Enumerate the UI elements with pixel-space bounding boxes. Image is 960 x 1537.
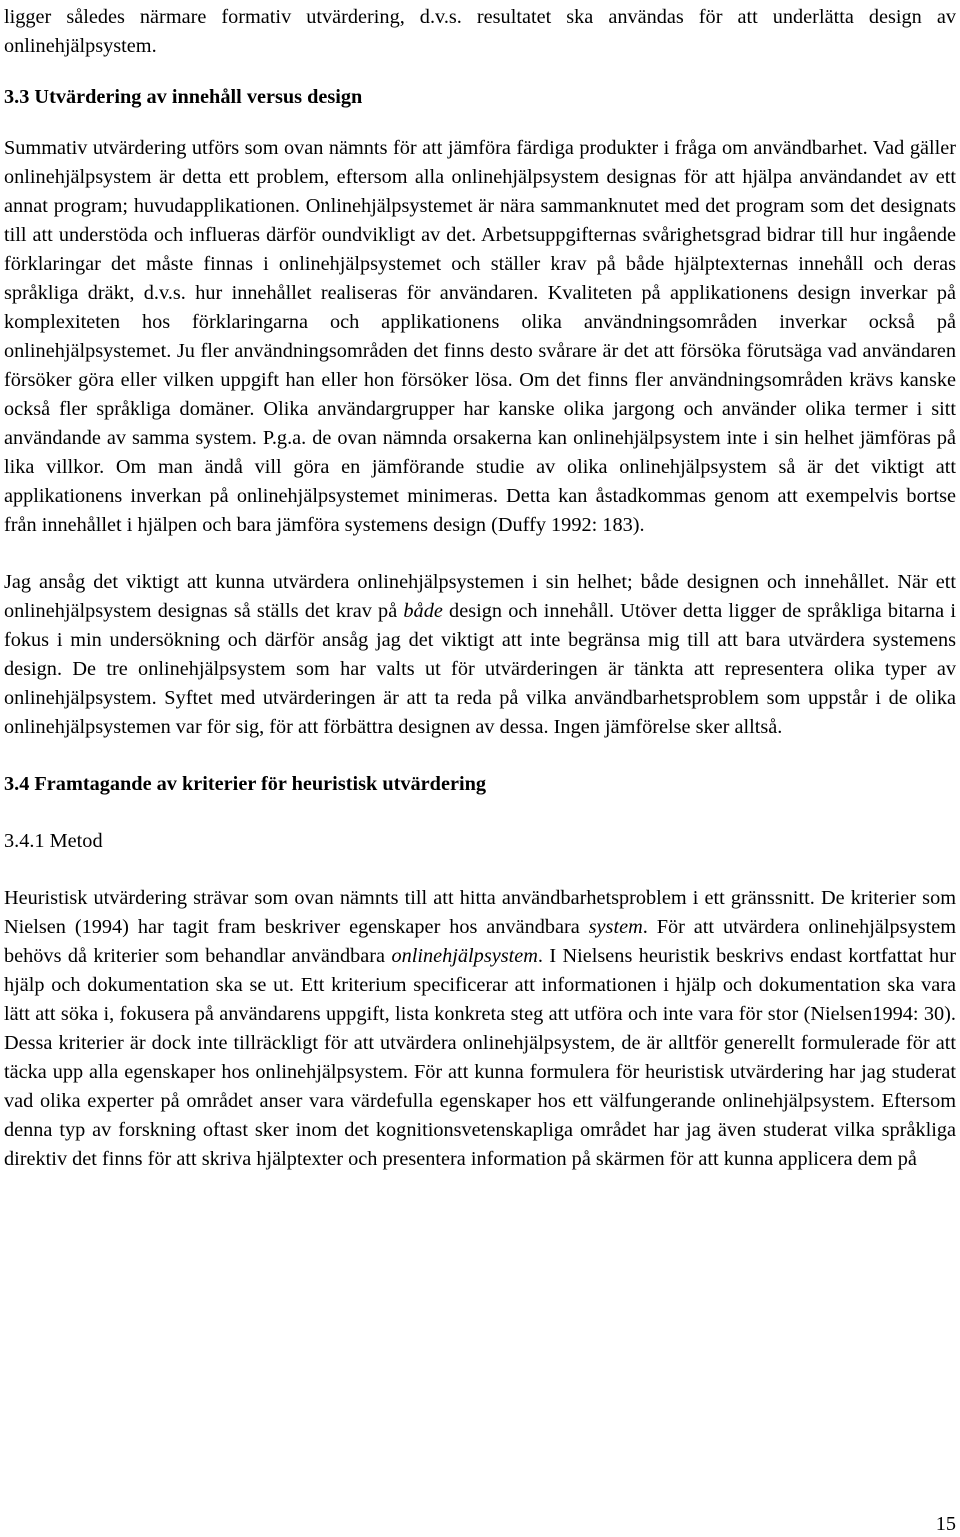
text-run: Heuristisk utvärdering strävar som ovan nämnts till att hitta användbarhetsproblem i ett gränssnitt. De kriterier som Nielsen (1994) har tagit fram beskriver egenskaper hos användbara [4, 887, 956, 938]
body-paragraph-utvardera [4, 568, 956, 742]
page-number: 15 [935, 1513, 956, 1535]
emphasis-text: både [403, 600, 443, 622]
text-run: design och innehåll. Utöver detta ligger de språkliga bitarna i fokus i min undersökning och därför ansåg jag det viktigt att inte begränsa mig till att bara utvärdera systemens design. De tre onlinehjälpsystem som har valts ut för utvärderingen är tänkta att representera olika typer av onlinehjälpsystem. Syftet med utvärderingen är att ta reda på vilka användbarhetsproblem som uppstår i de olika onlinehjälpsystemen var för sig, för att förbättra designen av dessa. Ingen jämförelse sker alltså. [4, 600, 956, 738]
subsection-heading-3-4-1: 3.4.1 Metod [4, 830, 103, 852]
emphasis-text: onlinehjälpsystem [391, 945, 538, 967]
text-run: . I Nielsens heuristik beskrivs endast kortfattat hur hjälp och dokumentation ska se ut. Ett kriterium specificerar att informationen i hjälp och dokumentation ska vara lätt att söka i, fokusera på användarens uppgift, lista konkreta steg att utföra och inte vara för stor (Nielsen1994: 30). Dessa kriterier är dock inte tillräckligt för att utvärdera onlinehjälpsystem, de är alltför generellt formulerade för att täcka upp alla egenskaper hos onlinehjälpsystem. För att kunna formulera för heuristisk utvärdering har jag studerat vad olika experter på området anser vara värdefulla egenskaper hos ett välfungerande onlinehjälpsystem. Eftersom denna typ av forskning oftast sker inom det kognitionsvetenskapliga området har jag även studerat vilka språkliga direktiv det finns för att skriva hjälptexter och presentera information på skärmen för att kunna applicera dem på [4, 945, 956, 1170]
body-paragraph-summativ: Summativ utvärdering utförs som ovan nämnts för att jämföra färdiga produkter i fråga om användbarhet. Vad gäller onlinehjälpsystem är detta ett problem, eftersom alla onlinehjälpsystem designas för att hjälpa användandet av ett annat program; huvudapplikationen. Onlinehjälpsystemet är nära sammanknutet med det program som det designats till att understöda och influeras därför oundvikligt av det. Arbetsuppgifternas svårighetsgrad bidrar till hur ingående förklaringar det måste finnas i onlinehjälpsystemet och ställer krav på både hjälptexternas innehåll och deras språkliga dräkt, d.v.s. hur innehållet realiseras för användaren. Kvaliteten på applikationens design inverkar på komplexiteten hos förklaringarna och applikationens olika användningsområden inverkar också på onlinehjälpsystemet. Ju fler användningsområden det finns desto svårare är det att försöka förutsäga vad användaren försöker göra eller vilken uppgift han eller hon försöker lösa. Om det finns fler användningsområden krävs kanske också fler språkliga domäner. Olika användargrupper har kanske olika jargong och använder olika termer i sitt användande av samma system. P.g.a. de ovan nämnda orsakerna kan onlinehjälpsystem inte i sin helhet jämföras på lika villkor. Om man ändå vill göra en jämförande studie av olika onlinehjälpsystem så är det viktigt att applikationens inverkan på onlinehjälpsystemet minimeras. Detta kan åstadkommas genom att exempelvis bortse från innehållet i hjälpen och bara jämföra systemens design (Duffy 1992: 183). [4, 137, 956, 536]
lead-paragraph: ligger således närmare formativ utvärdering, d.v.s. resultatet ska användas för att underlätta design av onlinehjälpsystem. [4, 6, 956, 57]
section-heading-3-4: 3.4 Framtagande av kriterier för heuristisk utvärdering [4, 773, 486, 795]
text-run: . För att utvärdera onlinehjälpsystem behövs då kriterier som behandlar användbara [4, 916, 956, 967]
body-paragraph-heuristisk [4, 884, 956, 1174]
emphasis-text: system [588, 916, 643, 938]
section-heading-3-3: 3.3 Utvärdering av innehåll versus design [4, 86, 363, 108]
text-run: Jag ansåg det viktigt att kunna utvärdera onlinehjälpsystemen i sin helhet; både designen och innehållet. När ett onlinehjälpsystem designas så ställs det krav på [4, 571, 956, 622]
